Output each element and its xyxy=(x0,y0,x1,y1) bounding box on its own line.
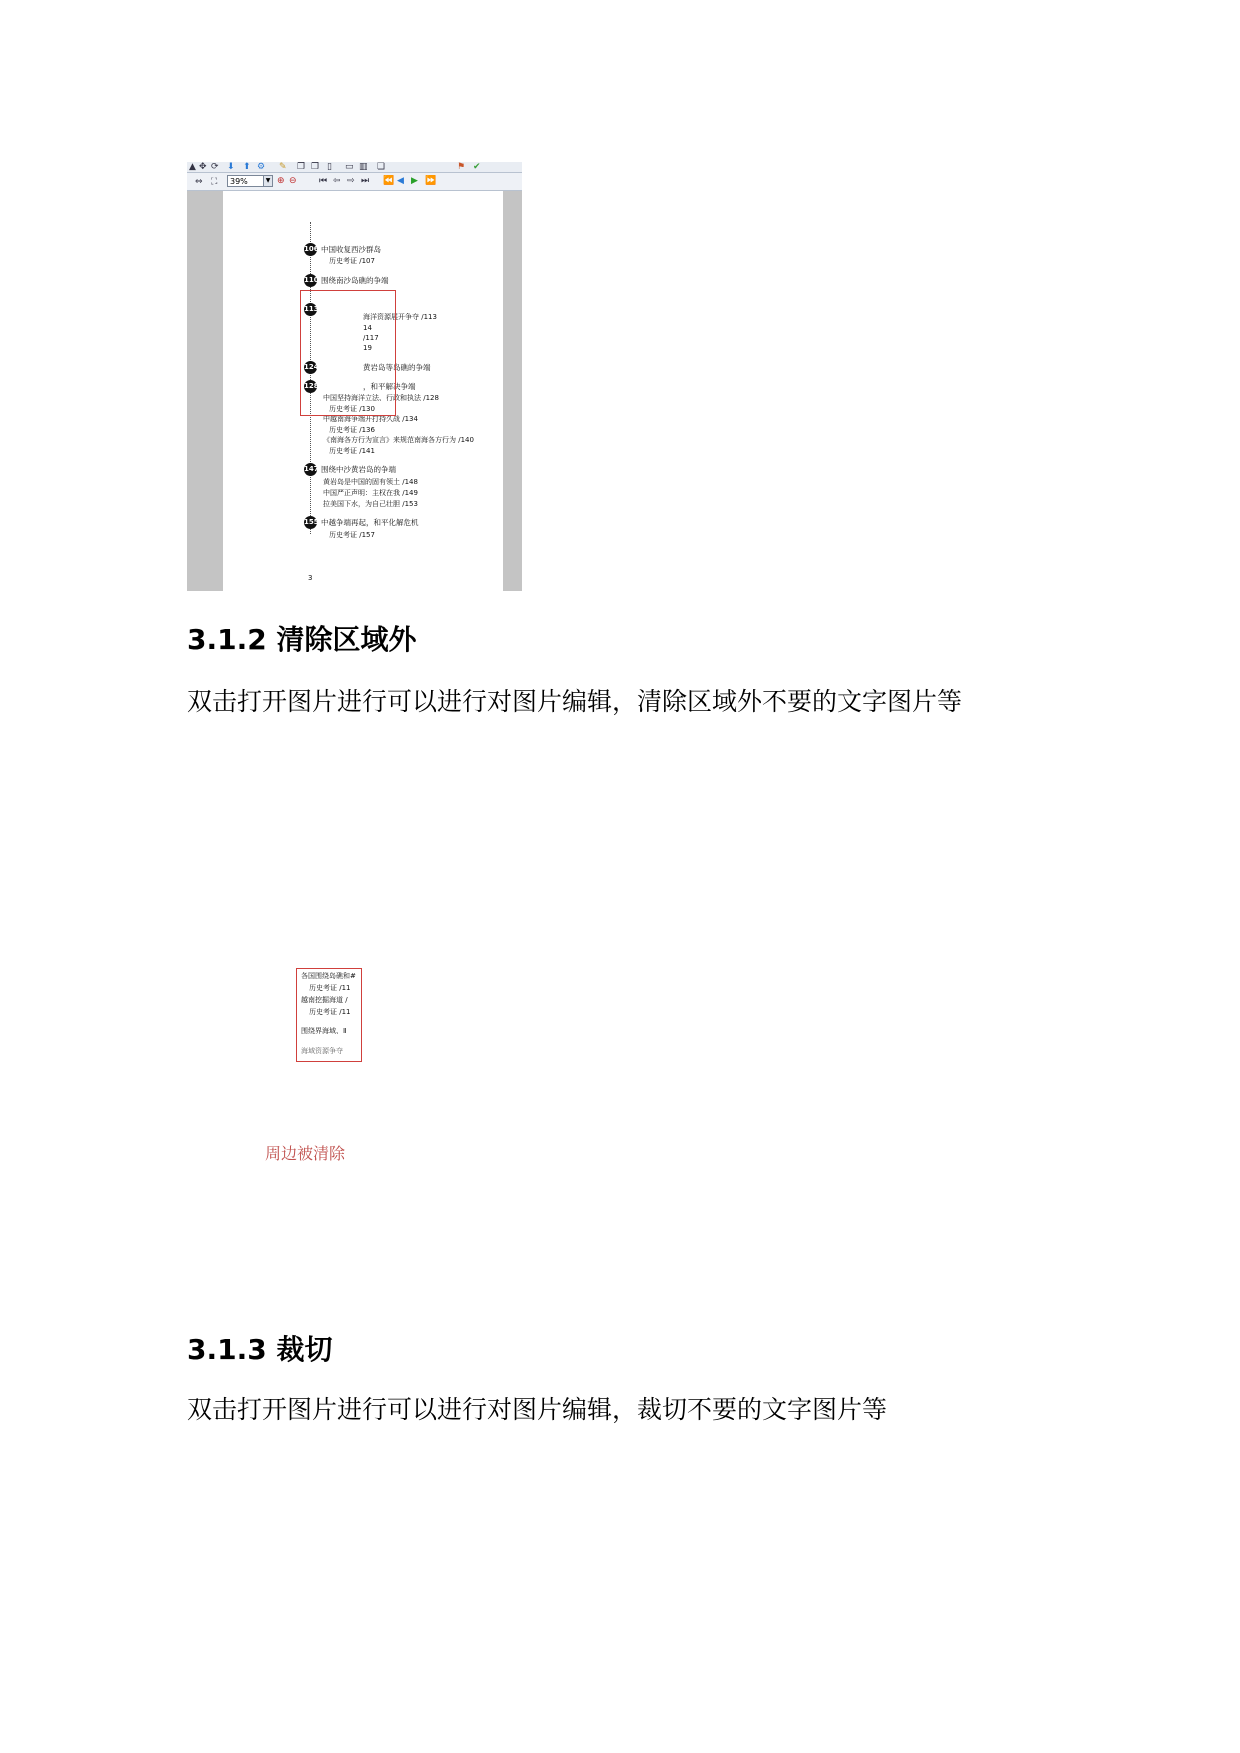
toc-sub: 历史考证 /141 xyxy=(329,447,375,455)
toc-title: 中国收复西沙群岛 xyxy=(321,245,381,254)
arrow-up-icon[interactable]: ⬆ xyxy=(243,162,251,172)
section-body-3-1-3: 双击打开图片进行可以进行对图片编辑，裁切不要的文字图片等 xyxy=(187,1395,888,1424)
columns-icon[interactable]: ▥ xyxy=(359,162,368,172)
snippet-line: 海域资源争夺 xyxy=(301,1047,343,1055)
snippet-line: 历史考证 /11 xyxy=(309,1008,351,1016)
snippet-line: 围绕界海域、Ⅱ xyxy=(301,1027,347,1035)
toc-sub: 中国严正声明：主权在我 /149 xyxy=(323,489,418,497)
key-icon[interactable]: ✎ xyxy=(279,162,287,172)
page-icon[interactable]: ▯ xyxy=(327,162,332,172)
last-page-icon[interactable]: ⏭ xyxy=(361,176,370,186)
flag-icon[interactable]: ⚑ xyxy=(457,162,466,172)
toc-number: 128 xyxy=(304,380,317,393)
gear-icon[interactable]: ⚙ xyxy=(257,162,266,172)
section-heading-3-1-2: 3.1.2 清除区域外 xyxy=(187,623,417,656)
zoom-value: 39% xyxy=(230,177,248,186)
snippet-line: 各国围绕岛礁和# xyxy=(301,972,356,980)
copy-icon[interactable]: ❐ xyxy=(297,162,306,172)
chevron-down-icon[interactable]: ▼ xyxy=(263,176,272,186)
toc-title: 黄岩岛等岛礁的争端 xyxy=(363,363,431,372)
toc-number: 155 xyxy=(304,516,317,529)
section-body-3-1-2: 双击打开图片进行可以进行对图片编辑，清除区域外不要的文字图片等 xyxy=(187,687,963,716)
selection-rectangle[interactable] xyxy=(300,290,396,416)
toc-sub: 历史考证 /107 xyxy=(329,257,375,265)
toc-sub: 历史考证 /157 xyxy=(329,531,375,539)
zoom-out-icon[interactable]: ⊖ xyxy=(289,176,297,186)
pan-tool-icon[interactable]: ✥ xyxy=(199,162,207,172)
check-icon[interactable]: ✔ xyxy=(473,162,481,172)
next-page-icon[interactable]: ⇨ xyxy=(347,176,355,186)
toc-number: 113 xyxy=(304,303,317,316)
toc-sub: 19 xyxy=(363,344,372,352)
toc-title: ，和平解决争端 xyxy=(363,382,416,391)
play-icon[interactable]: ▶ xyxy=(411,176,418,186)
fast-forward-icon[interactable]: ⏩ xyxy=(425,176,437,186)
first-page-icon[interactable]: ⏮ xyxy=(319,176,328,186)
back-icon[interactable]: ◀ xyxy=(397,176,404,186)
prev-page-icon[interactable]: ⇦ xyxy=(333,176,341,186)
window-icon[interactable]: ▭ xyxy=(345,162,354,172)
viewer-margin-left xyxy=(187,191,223,591)
zoom-select[interactable] xyxy=(227,175,273,187)
rewind-icon[interactable]: ⏪ xyxy=(383,176,395,186)
embedded-screenshot xyxy=(187,162,522,591)
toc-title: 围绕南沙岛礁的争端 xyxy=(321,276,389,285)
paste-icon[interactable]: ❐ xyxy=(311,162,320,172)
select-tool-icon[interactable]: ▲ xyxy=(189,162,196,172)
toc-sub: /117 xyxy=(363,334,379,342)
cleared-region-snippet xyxy=(296,968,362,1062)
toc-number: 106 xyxy=(304,243,317,256)
snippet-line: 历史考证 /11 xyxy=(309,984,351,992)
section-heading-3-1-3: 3.1.3 裁切 xyxy=(187,1333,333,1366)
page-number: 3 xyxy=(308,574,313,582)
toc-sub: 拉美国下水，为自己壮胆 /153 xyxy=(323,500,418,508)
toc-title: 中越争端再起，和平化解危机 xyxy=(321,518,419,527)
toc-title: 围绕中沙黄岩岛的争端 xyxy=(321,465,396,474)
layers-icon[interactable]: ❏ xyxy=(377,162,386,172)
toc-sub: 海洋资源展开争夺 /113 xyxy=(363,313,437,321)
toc-sub: 中越南海争端开打持久战 /134 xyxy=(323,415,418,423)
zoom-in-icon[interactable]: ⊕ xyxy=(277,176,285,186)
toc-number: 124 xyxy=(304,361,317,374)
viewer-scrollbar[interactable] xyxy=(503,191,522,591)
toc-sub: 《南海各方行为宣言》来规范南海各方行为 /140 xyxy=(323,436,474,444)
snippet-caption: 周边被清除 xyxy=(265,1144,346,1163)
toc-sub: 历史考证 /136 xyxy=(329,426,375,434)
rotate-icon[interactable]: ⟳ xyxy=(211,162,219,172)
toc-number: 147 xyxy=(304,463,317,476)
arrow-down-icon[interactable]: ⬇ xyxy=(227,162,235,172)
toc-sub: 中国坚持海洋立法、行政和执法 /128 xyxy=(323,394,439,402)
fit-width-icon[interactable]: ⇔ xyxy=(195,177,203,187)
snippet-line: 越南挖掘海道 / xyxy=(301,996,348,1004)
toc-sub: 14 xyxy=(363,324,372,332)
toolbar-top xyxy=(187,162,522,173)
toolbar-navigation xyxy=(187,173,522,191)
toc-sub: 历史考证 /130 xyxy=(329,405,375,413)
toc-number: 110 xyxy=(304,274,317,287)
fit-page-icon[interactable]: ⛶ xyxy=(211,177,218,187)
toc-sub: 黄岩岛是中国的固有领土 /148 xyxy=(323,478,418,486)
